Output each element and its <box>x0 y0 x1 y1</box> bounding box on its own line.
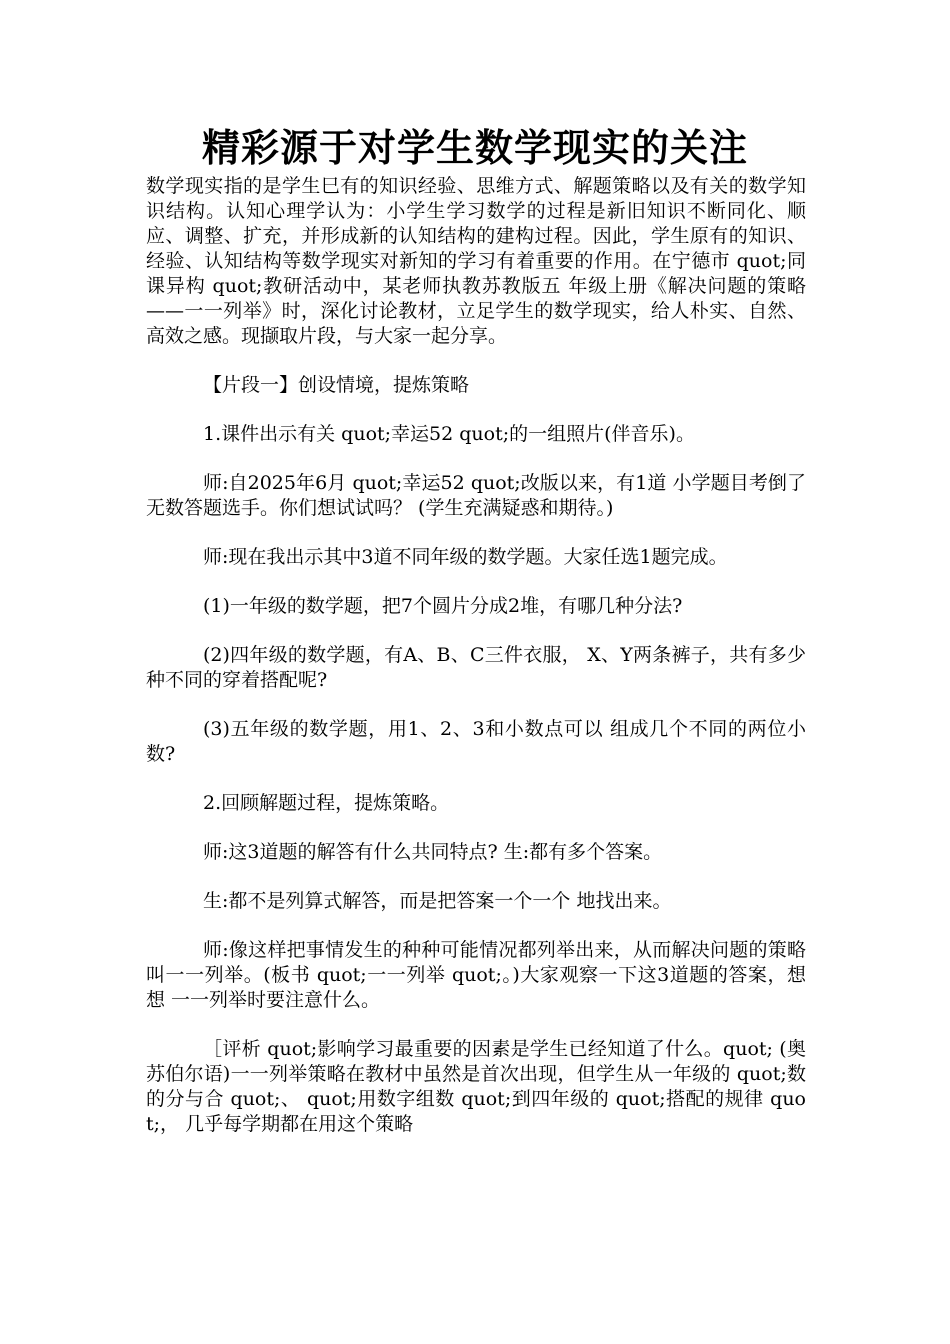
paragraph-intro: 数学现实指的是学生巳有的知识经验、思维方式、解题策略以及有关的数学知识结构。认知心理学认为：小学生学习数学的过程是新旧知识不断同化、顺应、调整、扩充，并形成新的认知结构的建构过程。因此，学生原有的知识、经验、认知结构等数学现实对新知的学习有着重要的作用。在宁德市 quot;同课异构 quot;教研活动中，某老师执教苏教版五 年级上册《解决问题的策略——一一列举》时，深化讨论教材，立足学生的数学现实，给人朴实、自然、高效之感。现撷取片段，与大家一起分享。 <box>146 175 806 347</box>
paragraph: 师:自2025年6月 quot;幸运52 quot;改版以来，有1道 小学题目考倒了无数答题选手。你们想试试吗？ (学生充满疑惑和期待。) <box>146 472 806 519</box>
paragraph: 师:这3道题的解答有什么共同特点? 生:都有多个答案。 <box>203 841 663 863</box>
paragraph-section-heading: 【片段一】创设情境，提炼策略 <box>203 374 470 396</box>
question-item: (2)四年级的数学题，有A、B、C三件衣服， X、Y两条裤子，共有多少种不同的穿着搭配呢? <box>146 644 806 691</box>
paragraph: 2.回顾解题过程，提炼策略。 <box>203 792 450 814</box>
document-title: 精彩源于对学生数学现实的关注 <box>201 125 748 170</box>
paragraph: 生:都不是列算式解答，而是把答案一个一个 地找出来。 <box>203 890 672 912</box>
question-item: (1)一年级的数学题，把7个圆片分成2堆，有哪几种分法? <box>203 595 683 617</box>
paragraph: 1.课件出示有关 quot;幸运52 quot;的一组照片(伴音乐)。 <box>203 423 695 445</box>
paragraph: 师:像这样把事情发生的种种可能情况都列举出来，从而解决问题的策略叫一一列举。(板书 quot;一一列举 quot;。)大家观察一下这3道题的答案，想想 一一列举时要注意什么。 <box>146 939 806 1011</box>
document-body <box>146 174 806 1137</box>
paragraph-commentary: ［评析 quot;影响学习最重要的因素是学生已经知道了什么。quot; (奥苏伯尔语)一一列举策略在教材中虽然是首次出现，但学生从一年级的 quot;数的分与合 quot;、 quot;用数字组数 quot;到四年级的 quot;搭配的规律 quot;， 几乎每学期都在用这个策略 <box>146 1038 806 1135</box>
question-item: (3)五年级的数学题，用1、2、3和小数点可以 组成几个不同的两位小数? <box>146 718 806 765</box>
paragraph: 师:现在我出示其中3道不同年级的数学题。大家任选1题完成。 <box>203 546 728 568</box>
